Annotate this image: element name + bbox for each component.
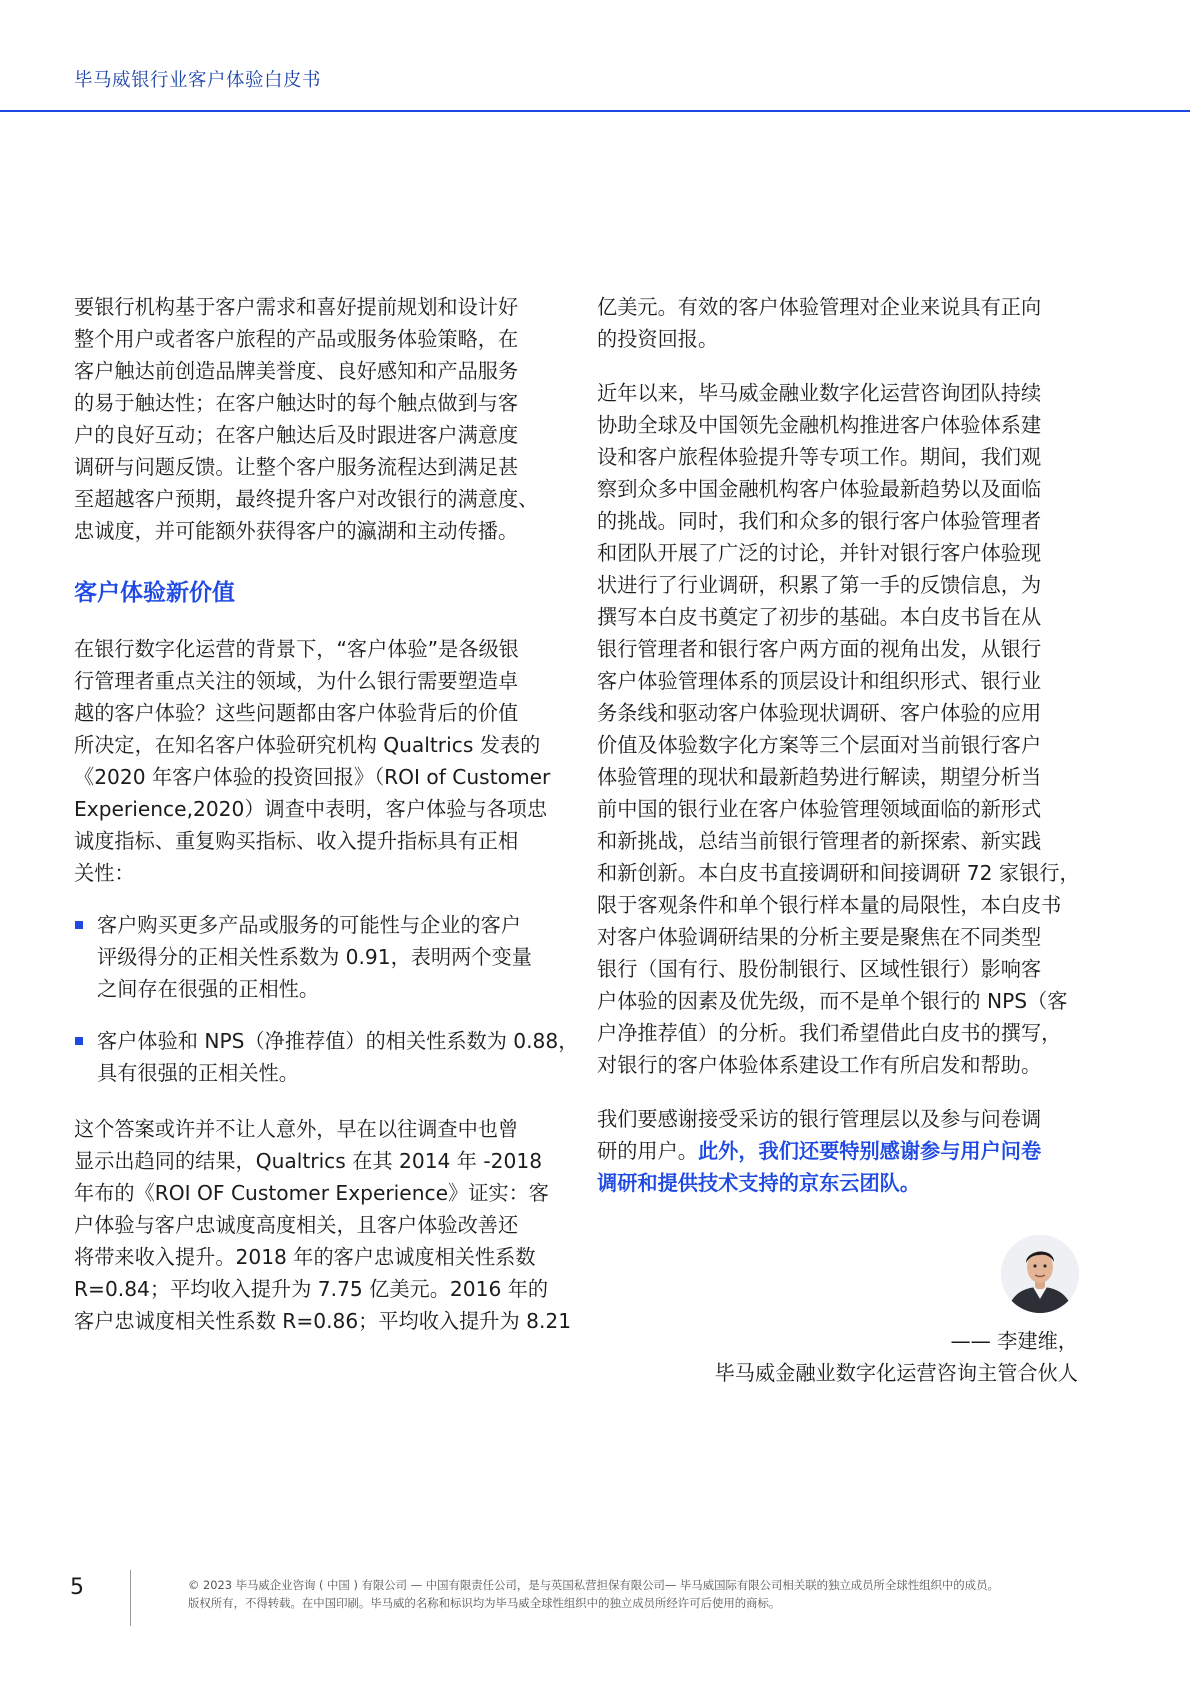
page-number: 5 bbox=[70, 1575, 84, 1600]
right-column bbox=[597, 291, 1078, 1199]
paragraph-line: 调研与问题反馈。让整个客户服务流程达到满足甚 bbox=[74, 455, 519, 479]
footer-copyright bbox=[188, 1576, 1088, 1612]
paragraph-line: R=0.84；平均收入提升为 7.75 亿美元。2016 年的 bbox=[74, 1277, 549, 1301]
signature-name: —— 李建维， bbox=[950, 1329, 1078, 1353]
paragraph-line: 在银行数字化运营的背景下，“客户体验”是各级银 bbox=[74, 637, 519, 661]
paragraph-line: 状进行了行业调研，积累了第一手的反馈信息，为 bbox=[597, 573, 1042, 597]
paragraph-line: 行管理者重点关注的领域，为什么银行需要塑造卓 bbox=[74, 669, 519, 693]
paragraph-line: 察到众多中国金融机构客户体验最新趋势以及面临 bbox=[597, 477, 1042, 501]
paragraph-line: 银行管理者和银行客户两方面的视角出发，从银行 bbox=[597, 637, 1042, 661]
paragraph-line: 对银行的客户体验体系建设工作有所启发和帮助。 bbox=[597, 1053, 1042, 1077]
paragraph-line: 客户体验管理体系的顶层设计和组织形式、银行业 bbox=[597, 669, 1042, 693]
paragraph-line: 务条线和驱动客户体验现状调研、客户体验的应用 bbox=[597, 701, 1042, 725]
thanks-paragraph bbox=[597, 1103, 1078, 1199]
paragraph-line: 和新挑战，总结当前银行管理者的新探索、新实践 bbox=[597, 829, 1042, 853]
bullet-square-icon bbox=[75, 1037, 83, 1045]
header-divider bbox=[0, 110, 1190, 112]
bullet-line bbox=[74, 941, 556, 973]
paragraph-line: 银行（国有行、股份制银行、区域性银行）影响客 bbox=[597, 957, 1042, 981]
bullet-line bbox=[74, 973, 556, 1005]
survey-paragraph bbox=[74, 1113, 572, 1337]
paragraph-line: 《2020 年客户体验的投资回报》（ROI of Customer bbox=[74, 765, 551, 789]
bullet-text: 评级得分的正相关性系数为 0.91，表明两个变量 bbox=[97, 945, 532, 969]
bullet-square-icon bbox=[75, 921, 83, 929]
paragraph-line: 关性： bbox=[74, 861, 135, 885]
paragraph-line: 年布的《ROI OF Customer Experience》证实：客 bbox=[74, 1181, 549, 1205]
intro-paragraph bbox=[74, 291, 556, 547]
paragraph-line: 的投资回报。 bbox=[597, 327, 719, 351]
paragraph-line: 对客户体验调研结果的分析主要是聚焦在不同类型 bbox=[597, 925, 1042, 949]
paragraph-line: 户体验的因素及优先级，而不是单个银行的 NPS（客 bbox=[597, 989, 1068, 1013]
thanks-highlight: 调研和提供技术支持的京东云团队。 bbox=[597, 1171, 921, 1195]
thanks-text: 研的用户。 bbox=[597, 1139, 698, 1163]
paragraph-line: 将带来收入提升。2018 年的客户忠诚度相关性系数 bbox=[74, 1245, 536, 1269]
person-portrait-icon bbox=[1001, 1235, 1079, 1313]
bullet-text: 具有很强的正相关性。 bbox=[97, 1061, 299, 1085]
paragraph-line: Experience,2020）调查中表明，客户体验与各项忠 bbox=[74, 797, 548, 821]
paragraph-line: 设和客户旅程体验提升等专项工作。期间，我们观 bbox=[597, 445, 1042, 469]
paragraph-line: 所决定，在知名客户体验研究机构 Qualtrics 发表的 bbox=[74, 733, 541, 757]
bullet-item bbox=[74, 1025, 579, 1089]
paragraph-line: 客户忠诚度相关性系数 R=0.86；平均收入提升为 8.21 bbox=[74, 1309, 572, 1333]
paragraph-line: 越的客户体验？这些问题都由客户体验背后的价值 bbox=[74, 701, 519, 725]
continued-paragraph bbox=[597, 291, 1078, 355]
footer-line: 版权所有，不得转载。在中国印刷。毕马威的名称和标识均为毕马威全球性组织中的独立成员所经许可后使用的商标。 bbox=[188, 1596, 781, 1610]
paragraph-line: 协助全球及中国领先金融机构推进客户体验体系建 bbox=[597, 413, 1042, 437]
paragraph-line: 体验管理的现状和最新趋势进行解读，期望分析当 bbox=[597, 765, 1042, 789]
bullet-line bbox=[74, 1025, 579, 1057]
paragraph-line: 诚度指标、重复购买指标、收入提升指标具有正相 bbox=[74, 829, 519, 853]
value-paragraph bbox=[74, 633, 556, 889]
bullet-text: 客户购买更多产品或服务的可能性与企业的客户 bbox=[97, 913, 521, 937]
footer-line: © 2023 毕马威企业咨询 ( 中国 ) 有限公司 — 中国有限责任公司，是与英国私营担保有限公司— 毕马威国际有限公司相关联的独立成员所全球性组织中的成员。 bbox=[188, 1578, 999, 1592]
signature-title: 毕马威金融业数字化运营咨询主管合伙人 bbox=[714, 1361, 1078, 1385]
paragraph-line: 前中国的银行业在客户体验管理领域面临的新形式 bbox=[597, 797, 1042, 821]
paragraph-line: 忠诚度，并可能额外获得客户的瀛湖和主动传播。 bbox=[74, 519, 519, 543]
bullet-line bbox=[74, 1057, 556, 1089]
bullet-text: 客户体验和 NPS（净推荐值）的相关性系数为 0.88， bbox=[97, 1029, 579, 1053]
paragraph-line: 至超越客户预期，最终提升客户对改银行的满意度、 bbox=[74, 487, 539, 511]
document-header-title: 毕马威银行业客户体验白皮书 bbox=[74, 70, 322, 91]
paragraph-line: 客户触达前创造品牌美誉度、良好感知和产品服务 bbox=[74, 359, 519, 383]
bullet-item bbox=[74, 909, 556, 1005]
paragraph-line: 限于客观条件和单个银行样本量的局限性，本白皮书 bbox=[597, 893, 1062, 917]
paragraph-line: 显示出趋同的结果，Qualtrics 在其 2014 年 -2018 bbox=[74, 1149, 543, 1173]
paragraph-line: 价值及体验数字化方案等三个层面对当前银行客户 bbox=[597, 733, 1042, 757]
paragraph-line: 撰写本白皮书奠定了初步的基础。本白皮书旨在从 bbox=[597, 605, 1042, 629]
paragraph-line: 要银行机构基于客户需求和喜好提前规划和设计好 bbox=[74, 295, 519, 319]
paragraph-line: 近年以来，毕马威金融业数字化运营咨询团队持续 bbox=[597, 381, 1042, 405]
paragraph-line bbox=[597, 1135, 1078, 1167]
paragraph-line: 我们要感谢接受采访的银行管理层以及参与问卷调 bbox=[597, 1107, 1042, 1131]
left-column bbox=[74, 291, 579, 1337]
paragraph-line: 的挑战。同时，我们和众多的银行客户体验管理者 bbox=[597, 509, 1042, 533]
team-paragraph bbox=[597, 377, 1078, 1081]
paragraph-line: 整个用户或者客户旅程的产品或服务体验策略，在 bbox=[74, 327, 519, 351]
author-portrait bbox=[1001, 1235, 1079, 1313]
bullet-text: 之间存在很强的正相性。 bbox=[97, 977, 320, 1001]
paragraph-line: 的易于触达性；在客户触达时的每个触点做到与客 bbox=[74, 391, 519, 415]
footer-divider bbox=[130, 1570, 131, 1626]
paragraph-line: 和新创新。本白皮书直接调研和间接调研 72 家银行， bbox=[597, 861, 1080, 885]
thanks-highlight: 此外，我们还要特别感谢参与用户问卷 bbox=[697, 1139, 1042, 1163]
paragraph-line: 亿美元。有效的客户体验管理对企业来说具有正向 bbox=[597, 295, 1042, 319]
paragraph-line: 户体验与客户忠诚度高度相关，且客户体验改善还 bbox=[74, 1213, 519, 1237]
section-heading: 客户体验新价值 bbox=[74, 580, 235, 606]
paragraph-line: 户的良好互动；在客户触达后及时跟进客户满意度 bbox=[74, 423, 519, 447]
paragraph-line: 这个答案或许并不让人意外，早在以往调查中也曾 bbox=[74, 1117, 519, 1141]
bullet-line bbox=[74, 909, 556, 941]
paragraph-line: 户净推荐值）的分析。我们希望借此白皮书的撰写， bbox=[597, 1021, 1062, 1045]
paragraph-line: 和团队开展了广泛的讨论，并针对银行客户体验现 bbox=[597, 541, 1042, 565]
